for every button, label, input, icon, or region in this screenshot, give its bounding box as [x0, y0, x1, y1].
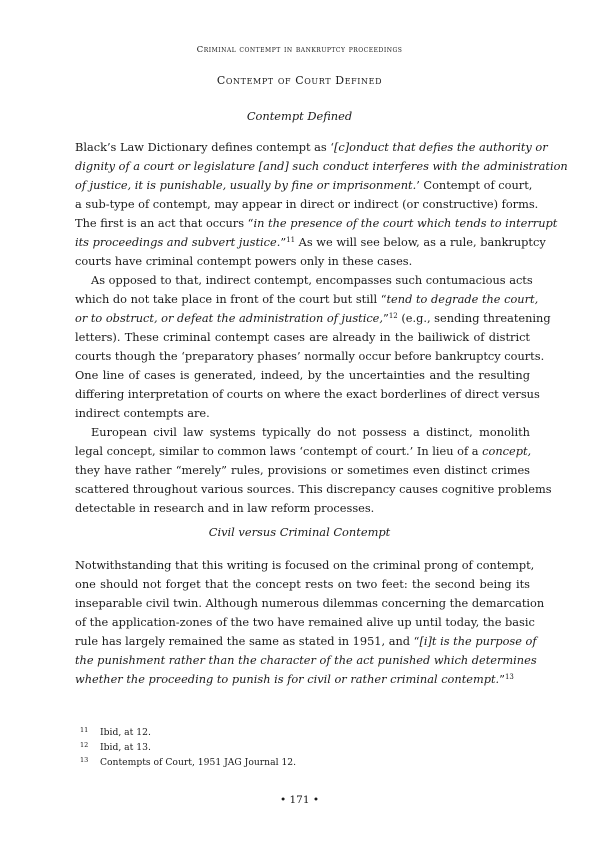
- text-run: courts have criminal contempt powers only in these cases.: [75, 254, 413, 268]
- quote-run: in the presence of the court which tends to interrupt: [253, 216, 558, 230]
- text-line: [91, 423, 530, 442]
- page-number: • 171 •: [279, 794, 320, 806]
- text-run: detectable in research and in law reform processes.: [75, 501, 375, 515]
- text-run: The first is an act that occurs “: [75, 216, 254, 230]
- footnote-13: [80, 753, 296, 770]
- footnote-number: 13: [80, 756, 89, 764]
- text-line: [75, 290, 539, 309]
- quote-run: [i]t is the purpose of: [419, 634, 537, 648]
- text-run: letters). These criminal contempt cases are already in the bailiwick of district: [75, 330, 530, 344]
- quote-run: the punishment rather than the character of the act punished which determines: [75, 653, 537, 667]
- text-run: they have rather “merely” rules, provisions or sometimes even distinct crimes: [75, 463, 530, 477]
- text-line: [75, 461, 530, 480]
- text-line: [75, 214, 558, 233]
- text-run: ”: [499, 672, 505, 686]
- text-run: ”: [383, 311, 389, 325]
- text-line: [75, 613, 535, 632]
- text-run: inseparable civil twin. Although numerous dilemmas concerning the demarcation: [75, 596, 545, 610]
- quote-run: its proceedings and subvert justice.: [75, 235, 281, 249]
- text-line: [75, 366, 530, 385]
- text-run: ’ Contempt of court,: [416, 178, 533, 192]
- text-run: As opposed to that, indirect contempt, encompasses such contumacious acts: [91, 273, 533, 287]
- text-line: [75, 385, 540, 404]
- text-line: [75, 404, 530, 423]
- footnote-ref-11[interactable]: 11: [286, 236, 296, 244]
- footnote-number: 11: [80, 726, 89, 734]
- text-line: [75, 499, 530, 518]
- text-run: a sub-type of contempt, may appear in direct or indirect (or constructive) forms.: [75, 197, 539, 211]
- quote-run: dignity of a court or legislature [and] such conduct interferes with the administration: [75, 159, 568, 173]
- text-line: [75, 442, 530, 461]
- section-title: Contempt of Court Defined: [216, 74, 383, 87]
- text-line: [75, 309, 551, 328]
- text-run: As we will see below, as a rule, bankruptcy: [295, 235, 546, 249]
- text-line: [75, 632, 537, 651]
- text-line: [91, 271, 533, 290]
- text-line: [75, 594, 545, 613]
- running-head: Criminal contempt in bankruptcy proceedings: [196, 45, 403, 55]
- footnote-number: 12: [80, 741, 89, 749]
- text-run: Black’s Law Dictionary defines contempt as ‘: [75, 140, 334, 154]
- footnote-ref-12[interactable]: 12: [388, 312, 398, 320]
- text-run: scattered throughout various sources. This discrepancy causes cognitive problems: [75, 482, 552, 496]
- text-line: [75, 480, 552, 499]
- text-line: [75, 252, 530, 271]
- text-line: [75, 233, 546, 252]
- text-run: one should not forget that the concept rests on two feet: the second being its: [75, 577, 530, 591]
- quote-run: whether the proceeding to punish is for civil or rather criminal contempt.: [75, 672, 500, 686]
- text-run: indirect contempts are.: [75, 406, 210, 420]
- quote-run: or to obstruct, or defeat the administration of justice,: [75, 311, 384, 325]
- text-line: [75, 195, 539, 214]
- quote-run: tend to degrade the court,: [386, 292, 539, 306]
- footnote-text: Contempts of Court, 1951 JAG Journal 12.: [100, 757, 297, 768]
- text-line: [75, 157, 568, 176]
- text-line: [75, 556, 535, 575]
- text-run: differing interpretation of courts on where the exact borderlines of direct versus: [75, 387, 540, 401]
- quote-run: [c]onduct that defies the authority or: [333, 140, 548, 154]
- text-run: Notwithstanding that this writing is focused on the criminal prong of contempt,: [75, 558, 535, 572]
- text-line: [75, 347, 545, 366]
- text-run: which do not take place in front of the court but still “: [75, 292, 387, 306]
- text-line: [75, 176, 533, 195]
- text-line: [75, 651, 537, 670]
- text-line: [75, 138, 548, 157]
- text-line: [75, 575, 530, 594]
- text-run: rule has largely remained the same as stated in 1951, and “: [75, 634, 420, 648]
- footnote-text: Ibid, at 12.: [100, 727, 151, 738]
- text-run: One line of cases is generated, indeed, by the uncertainties and the resulting: [75, 368, 530, 382]
- text-run: legal concept, similar to common laws ‘contempt of court.’ In lieu of a: [75, 444, 483, 458]
- text-run: courts though the ‘preparatory phases’ normally occur before bankruptcy courts.: [75, 349, 545, 363]
- emphasis-run: concept,: [482, 444, 532, 458]
- subsection-title-contempt-defined: Contempt Defined: [246, 109, 353, 123]
- text-line: [75, 670, 530, 689]
- text-run: European civil law systems typically do not possess a distinct, monolith: [91, 425, 530, 439]
- quote-run: of justice, it is punishable, usually by fine or imprisonment.: [75, 178, 417, 192]
- text-line: [75, 328, 530, 347]
- footnote-ref-13[interactable]: 13: [504, 673, 514, 681]
- text-run: ”: [280, 235, 287, 249]
- text-run: (e.g., sending threatening: [397, 311, 551, 325]
- footnote-text: Ibid, at 13.: [100, 742, 151, 753]
- subsection-title-civil-vs-criminal: Civil versus Criminal Contempt: [208, 525, 391, 539]
- text-run: of the application-zones of the two have remained alive up until today, the basic: [75, 615, 535, 629]
